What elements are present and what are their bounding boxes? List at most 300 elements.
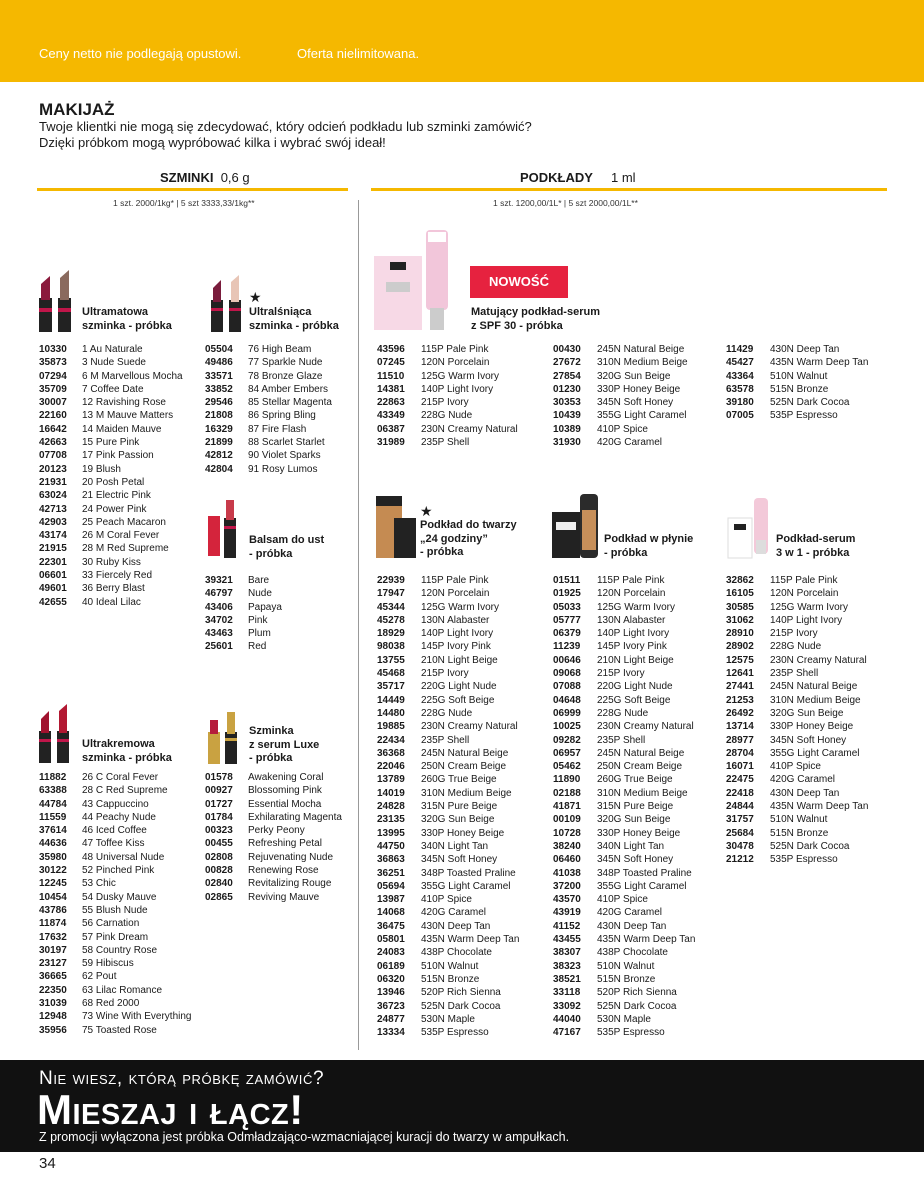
shade-name: 230N Creamy Natural (770, 654, 867, 666)
shade-code: 02808 (205, 851, 233, 863)
shade-name: 525N Dark Cocoa (770, 840, 850, 852)
shade-row (553, 667, 695, 680)
shade-name: 525N Dark Cocoa (597, 1000, 677, 1012)
shade-row (377, 853, 519, 866)
shade-name: 115P Pale Pink (421, 575, 489, 586)
shade-code: 16329 (205, 423, 233, 435)
shade-name: 13 M Mauve Matters (82, 410, 174, 422)
shade-code: 11890 (553, 774, 581, 786)
matujacy-image (372, 228, 462, 332)
shade-name: 228G Nude (597, 707, 649, 719)
shade-row (377, 920, 519, 933)
shade-code: 10330 (39, 344, 67, 355)
shade-name: 6 M Marvellous Mocha (82, 370, 183, 382)
intro-line-1: Twoje klientki nie mogą się zdecydować, który odcień podkładu lub szminki zamówić? (39, 119, 532, 134)
shade-row (726, 707, 868, 720)
shade-row (39, 542, 183, 555)
shade-name: 90 Violet Sparks (248, 450, 321, 462)
shade-code: 44636 (39, 838, 67, 850)
shade-name: 435N Warm Deep Tan (597, 934, 696, 946)
shade-row (39, 383, 183, 396)
ultrakremowa-lipstick-image (36, 703, 76, 765)
shade-row (553, 720, 695, 733)
shade-name: Blossoming Pink (248, 785, 322, 797)
shade-name: 438P Chocolate (421, 947, 492, 959)
szminka-serum-name (249, 725, 319, 766)
shade-row (39, 811, 192, 824)
shade-row (553, 893, 695, 906)
shade-code: 43596 (377, 344, 405, 355)
shade-name: 125G Warm Ivory (421, 370, 499, 382)
shade-row (377, 773, 519, 786)
shade-row (726, 760, 868, 773)
shade-code: 18929 (377, 628, 405, 640)
szminka-serum-image (206, 708, 242, 766)
shade-row (553, 960, 695, 973)
shade-row (205, 891, 342, 904)
shade-row (726, 813, 868, 826)
shade-code: 07088 (553, 681, 581, 693)
shade-name: 330P Honey Beige (597, 827, 681, 839)
shade-name: 515N Bronze (770, 827, 829, 839)
shade-row (377, 800, 519, 813)
shade-code: 02188 (553, 787, 581, 799)
shade-name: 40 Ideal Lilac (82, 596, 141, 608)
shade-row (377, 880, 519, 893)
shade-name: 510N Walnut (770, 814, 828, 826)
podklad24-image (374, 490, 418, 560)
shade-row (377, 707, 519, 720)
ultramatowa-shade-list (39, 343, 183, 609)
shade-row (553, 627, 695, 640)
shade-code: 49486 (205, 357, 233, 369)
shade-row (39, 904, 192, 917)
shade-name: 515N Bronze (597, 973, 656, 985)
shade-code: 01511 (553, 575, 581, 586)
shade-row (377, 574, 519, 587)
szminka-serum-shade-list (205, 771, 342, 904)
shade-row (205, 824, 342, 837)
shade-code: 37200 (553, 880, 581, 892)
shade-code: 21915 (39, 543, 67, 555)
shade-name: 26 C Coral Fever (82, 772, 159, 783)
podklad24-shade-list (377, 574, 519, 1039)
shade-name: 435N Warm Deep Tan (770, 801, 869, 813)
shade-name: 235P Shell (770, 668, 819, 680)
shade-code: 21808 (205, 410, 233, 422)
shade-name: 235P Shell (421, 437, 470, 449)
shade-code: 42903 (39, 516, 67, 528)
shade-name: 52 Pinched Pink (82, 865, 155, 877)
shade-row (553, 787, 695, 800)
serum3w1-name-2: 3 w 1 - próbka (776, 546, 850, 559)
shade-code: 09068 (553, 668, 581, 680)
shade-name: 24 Power Pink (82, 503, 147, 515)
shade-code: 30353 (553, 397, 581, 409)
shade-row (377, 1000, 519, 1013)
shade-row (726, 654, 868, 667)
shade-row (377, 667, 519, 680)
shade-row (39, 891, 192, 904)
shade-code: 00430 (553, 344, 581, 355)
lipsticks-price: 1 szt. 2000/1kg* | 5 szt 3333,33/1kg** (113, 198, 255, 208)
shade-name: 315N Pure Beige (421, 801, 498, 813)
shade-code: 05801 (377, 934, 405, 946)
balsam-name-1: Balsam do ust (249, 534, 325, 546)
shade-name: 410P Spice (770, 761, 821, 773)
shade-code: 13714 (726, 721, 754, 733)
shade-code: 01230 (553, 383, 581, 395)
shade-name: Revitalizing Rouge (248, 878, 332, 890)
footer-note: Z promocji wyłączona jest próbka Odmładzająco-wzmacniającej kuracji do twarzy w ampułkach. (39, 1130, 570, 1144)
shade-code: 28910 (726, 628, 754, 640)
shade-name: 48 Universal Nude (82, 851, 165, 863)
shade-row (39, 851, 192, 864)
shade-code: 34702 (205, 614, 233, 626)
shade-code: 11429 (726, 344, 754, 355)
shade-row (553, 906, 695, 919)
shade-code: 11559 (39, 811, 67, 823)
shade-name: 310N Medium Beige (597, 357, 688, 369)
shade-name: 75 Toasted Rose (82, 1024, 157, 1036)
shade-row (39, 569, 183, 582)
shade-code: 13789 (377, 774, 405, 786)
shade-name: 228G Nude (770, 641, 822, 653)
shade-name: 115P Pale Pink (770, 575, 838, 586)
shade-name: 87 Fire Flash (248, 423, 307, 435)
shade-name: 235P Shell (421, 734, 470, 746)
shade-row (377, 680, 519, 693)
shade-name: 515N Bronze (421, 973, 480, 985)
shade-code: 49601 (39, 583, 67, 595)
shade-name: 225G Soft Beige (597, 694, 671, 706)
lipsticks-header (160, 170, 250, 185)
shade-code: 17632 (39, 931, 67, 943)
shade-name: 1 Au Naturale (82, 344, 143, 355)
shade-row (377, 734, 519, 747)
shade-name: 245N Natural Beige (597, 747, 685, 759)
shade-row (205, 864, 342, 877)
shade-name: 530N Maple (597, 1013, 651, 1025)
shade-row (377, 601, 519, 614)
shade-row (39, 824, 192, 837)
ultralsniaca-name-1: Ultralśniąca (249, 306, 312, 318)
shade-row (726, 614, 868, 627)
column-divider (358, 200, 359, 1050)
shade-code: 31062 (726, 614, 754, 626)
shade-row (553, 343, 688, 356)
shade-code: 14480 (377, 707, 405, 719)
shade-code: 19885 (377, 721, 405, 733)
lipsticks-underline (37, 188, 348, 191)
shade-name: 120N Porcelain (421, 357, 490, 369)
intro-text (39, 119, 532, 151)
plynie-name-2: - próbka (604, 546, 648, 559)
shade-row (553, 436, 688, 449)
shade-code: 21253 (726, 694, 754, 706)
shade-name: 438P Chocolate (597, 947, 668, 959)
shade-row (205, 640, 282, 653)
shade-row (726, 694, 868, 707)
shade-code: 05504 (205, 344, 233, 355)
shade-row (39, 997, 192, 1010)
shade-code: 10439 (553, 410, 581, 422)
shade-name: 85 Stellar Magenta (248, 397, 332, 409)
shade-name: 46 Iced Coffee (82, 825, 147, 837)
shade-name: 28 C Red Supreme (82, 785, 168, 797)
shade-name: 250N Cream Beige (597, 761, 683, 773)
shade-name: 120N Porcelain (597, 588, 666, 600)
shade-name: Exhilarating Magenta (248, 811, 342, 823)
shade-row (726, 409, 868, 422)
shade-name: 230N Creamy Natural (421, 423, 518, 435)
shade-name: 145P Ivory Pink (597, 641, 667, 653)
shade-row (377, 356, 518, 369)
shade-row (39, 489, 183, 502)
shade-name: 120N Porcelain (421, 588, 490, 600)
szminka-serum-name-1: Szminka (249, 725, 294, 737)
shade-code: 43406 (205, 601, 233, 613)
shade-row (205, 614, 282, 627)
shade-code: 42812 (205, 450, 233, 462)
shade-row (553, 640, 695, 653)
shade-name: 420G Caramel (421, 907, 487, 919)
plynie-name (604, 533, 693, 560)
shade-name: 245N Natural Beige (597, 344, 685, 355)
shade-code: 63388 (39, 785, 67, 797)
shade-code: 36665 (39, 971, 67, 983)
shade-code: 35980 (39, 851, 67, 863)
foundations-price: 1 szt. 1200,00/1L* | 5 szt 2000,00/1L** (493, 198, 638, 208)
shade-code: 35717 (377, 681, 405, 693)
shade-row (726, 396, 868, 409)
shade-code: 00323 (205, 825, 233, 837)
shade-code: 10025 (553, 721, 581, 733)
shade-row (553, 773, 695, 786)
shade-code: 06460 (553, 854, 581, 866)
shade-name: 225G Soft Beige (421, 694, 495, 706)
shade-name: 310N Medium Beige (770, 694, 861, 706)
shade-row (553, 423, 688, 436)
shade-row (205, 409, 332, 422)
shade-row (726, 601, 868, 614)
shade-name: 348P Toasted Praline (597, 867, 692, 879)
matujacy-shade-list-2 (553, 343, 688, 449)
shade-row (377, 436, 518, 449)
shade-name: Red (248, 641, 267, 653)
shade-name: 228G Nude (421, 707, 473, 719)
shade-row (726, 747, 868, 760)
shade-name: Refreshing Petal (248, 838, 322, 850)
shade-code: 07294 (39, 370, 67, 382)
shade-name: 57 Pink Dream (82, 931, 149, 943)
shade-code: 21931 (39, 476, 67, 488)
shade-code: 43463 (205, 628, 233, 640)
shade-code: 33571 (205, 370, 233, 382)
shade-code: 01727 (205, 798, 233, 810)
shade-code: 21212 (726, 854, 754, 866)
shade-name: 525N Dark Cocoa (421, 1000, 501, 1012)
shade-name: 355G Light Caramel (597, 410, 687, 422)
shade-row (39, 529, 183, 542)
shade-code: 11882 (39, 772, 67, 783)
shade-name: 20 Posh Petal (82, 476, 145, 488)
shade-row (377, 813, 519, 826)
podklad24-name-3: - próbka (420, 546, 464, 558)
shade-code: 63578 (726, 383, 754, 395)
shade-code: 38240 (553, 840, 581, 852)
shade-code: 45468 (377, 668, 405, 680)
shade-code: 30122 (39, 865, 67, 877)
shade-code: 13995 (377, 827, 405, 839)
shade-name: 33 Fiercely Red (82, 570, 153, 582)
shade-row (726, 370, 868, 383)
shade-row (377, 587, 519, 600)
shade-code: 42655 (39, 596, 67, 608)
shade-name: 345N Soft Honey (770, 734, 847, 746)
shade-name: 535P Espresso (770, 854, 838, 866)
shade-name: 26 M Coral Fever (82, 530, 160, 542)
shade-name: 230N Creamy Natural (597, 721, 694, 733)
shade-name: 21 Electric Pink (82, 490, 151, 502)
shade-code: 38521 (553, 973, 581, 985)
shade-row (39, 409, 183, 422)
shade-code: 43349 (377, 410, 405, 422)
shade-row (39, 931, 192, 944)
podklad24-name (420, 519, 517, 560)
shade-name: 420G Caramel (597, 907, 663, 919)
shade-name: 55 Blush Nude (82, 904, 148, 916)
shade-name: 77 Sparkle Nude (248, 357, 323, 369)
shade-row (39, 970, 192, 983)
shade-code: 37614 (39, 825, 67, 837)
shade-name: 86 Spring Bling (248, 410, 316, 422)
foundations-underline (371, 188, 887, 191)
shade-code: 35709 (39, 383, 67, 395)
shade-code: 43919 (553, 907, 581, 919)
shade-name: 420G Caramel (597, 437, 663, 449)
balsam-name-2: - próbka (249, 547, 293, 560)
shade-row (553, 383, 688, 396)
shade-row (553, 946, 695, 959)
ultralsniaca-lipstick-image (208, 274, 248, 334)
shade-code: 46797 (205, 588, 233, 600)
shade-row (377, 933, 519, 946)
shade-row (726, 667, 868, 680)
shade-name: 54 Dusky Mauve (82, 891, 157, 903)
shade-name: 120N Porcelain (770, 588, 839, 600)
shade-row (553, 973, 695, 986)
shade-code: 12948 (39, 1011, 67, 1023)
szminka-serum-name-3: - próbka (249, 752, 293, 764)
ultramatowa-name-1: Ultramatowa (82, 306, 149, 318)
serum3w1-image (726, 496, 772, 560)
shade-name: 47 Toffee Kiss (82, 838, 145, 850)
shade-code: 36723 (377, 1000, 405, 1012)
shade-name: 340N Light Tan (421, 840, 489, 852)
shade-row (553, 986, 695, 999)
shade-name: 520P Rich Sienna (421, 987, 501, 999)
shade-code: 38323 (553, 960, 581, 972)
balsam-shade-list (205, 574, 282, 654)
shade-name: 230N Creamy Natural (421, 721, 518, 733)
star-icon: ★ (420, 503, 433, 519)
shade-code: 06379 (553, 628, 581, 640)
shade-code: 98038 (377, 641, 405, 653)
shade-name: 228G Nude (421, 410, 473, 422)
shade-code: 25684 (726, 827, 754, 839)
shade-row (205, 383, 332, 396)
shade-code: 28977 (726, 734, 754, 746)
shade-code: 10454 (39, 891, 67, 903)
shade-code: 35956 (39, 1024, 67, 1036)
serum3w1-shade-list (726, 574, 868, 867)
shade-name: 320G Sun Beige (597, 370, 671, 382)
shade-row (553, 880, 695, 893)
shade-name: 140P Light Ivory (421, 628, 494, 640)
shade-code: 30478 (726, 840, 754, 852)
shade-row (726, 640, 868, 653)
banner-right-text: Oferta nielimitowana. (297, 46, 420, 61)
shade-name: Perky Peony (248, 825, 305, 837)
shade-name: Pink (248, 614, 268, 626)
shade-code: 13334 (377, 1027, 405, 1039)
shade-row (377, 409, 518, 422)
shade-row (39, 771, 192, 784)
ultralsniaca-shade-list (205, 343, 332, 476)
shade-name: 91 Rosy Lumos (248, 463, 318, 475)
star-icon: ★ (249, 289, 262, 305)
matujacy-name (471, 306, 600, 333)
shade-code: 13946 (377, 987, 405, 999)
shade-row (205, 811, 342, 824)
shade-code: 23127 (39, 958, 67, 970)
shade-row (39, 944, 192, 957)
shade-code: 05462 (553, 761, 581, 773)
shade-code: 16105 (726, 588, 754, 600)
shade-row (205, 396, 332, 409)
banner-left-text: Ceny netto nie podlegają opustowi. (39, 46, 242, 61)
shade-name: 36 Berry Blast (82, 583, 145, 595)
shade-name: 210N Light Beige (597, 654, 674, 666)
shade-name: 220G Light Nude (421, 681, 497, 693)
shade-row (205, 837, 342, 850)
shade-name: 435N Warm Deep Tan (770, 357, 869, 369)
shade-row (553, 574, 695, 587)
shade-row (726, 680, 868, 693)
shade-name: 410P Spice (421, 894, 472, 906)
matujacy-shade-list-3 (726, 343, 868, 423)
shade-code: 31757 (726, 814, 754, 826)
shade-code: 24828 (377, 801, 405, 813)
shade-code: 00828 (205, 865, 233, 877)
shade-row (377, 960, 519, 973)
intro-line-2: Dzięki próbkom mogą wypróbować kilka i wybrać swój ideał! (39, 135, 386, 150)
top-banner (0, 0, 924, 82)
shade-code: 30007 (39, 397, 67, 409)
shade-code: 05777 (553, 614, 581, 626)
shade-code: 13755 (377, 654, 405, 666)
shade-code: 39321 (205, 575, 233, 586)
shade-row (377, 343, 518, 356)
shade-name: 245N Natural Beige (421, 747, 509, 759)
shade-name: 510N Walnut (421, 960, 479, 972)
shade-row (553, 707, 695, 720)
shade-row (205, 343, 332, 356)
shade-name: 530N Maple (421, 1013, 475, 1025)
shade-row (205, 587, 282, 600)
matujacy-name-1: Matujący podkład-serum (471, 306, 600, 318)
